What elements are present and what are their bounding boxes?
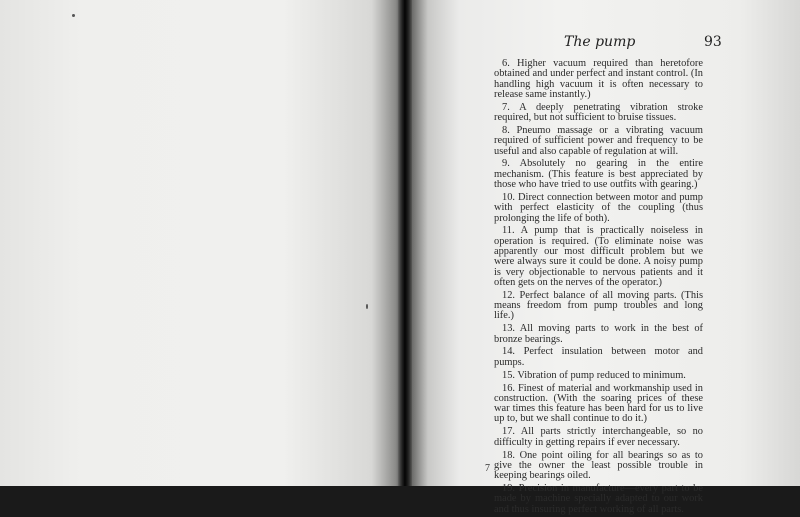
list-item: 12. Perfect balance of all moving parts. (This means freedom from pump troubles and long life.): [494, 289, 703, 322]
ink-speck: [366, 304, 368, 309]
list-item: 17. All parts strictly interchangeable, so no difficulty in getting repairs if ever necessary.: [494, 426, 703, 448]
left-page-blank: [0, 0, 404, 486]
list-item: 19. Precision in manufacture—every part to be made by machine specially adapted to our work and thus insuring perfect working of all parts.: [494, 483, 703, 515]
list-item: 11. A pump that is practically noiseless in operation is required. (To eliminate noise was apparently our most difficult problem but we were always sure it could be done. A noisy pump is very objectionable to nervous patients and it often gets on the nerves of the operator.): [494, 225, 703, 288]
requirements-list: [494, 59, 703, 517]
list-item: 16. Finest of material and workmanship used in construction. (With the soaring prices of these war times this feature has been hard for us to live up to, but we shall continue to do it.): [494, 382, 703, 425]
list-item: 13. All moving parts to work in the best of bronze bearings.: [494, 323, 703, 345]
list-item: 6. Higher vacuum required than heretofore obtained and under perfect and instant control. (In handling high vacuum it is often necessary to release same instantly.): [494, 58, 703, 100]
book-gutter: [398, 0, 412, 486]
ink-speck: [72, 14, 75, 17]
list-item: 15. Vibration of pump reduced to minimum.: [502, 369, 686, 381]
list-item: 7. A deeply penetrating vibration stroke required, but not sufficient to bruise tissues.: [494, 101, 703, 124]
list-item: 14. Perfect insulation between motor and pumps.: [494, 346, 703, 368]
running-title: The pump: [564, 34, 636, 50]
list-item: 18. One point oiling for all bearings so as to give the owner the least possible trouble in keeping bearings oiled.: [494, 449, 703, 482]
list-item: 10. Direct connection between motor and pump with perfect elasticity of the coupling (thus prolonging the life of both).: [494, 191, 703, 224]
page-number: 93: [704, 34, 722, 50]
list-item: 8. Pneumo massage or a vibrating vacuum required of sufficient power and frequency to be useful and also capable of regulation at will.: [494, 124, 703, 157]
list-item: 9. Absolutely no gearing in the entire mechanism. (This feature is best appreciated by those who have tried to use outfits with gearing.): [494, 158, 703, 191]
signature-mark: 7: [485, 463, 490, 474]
